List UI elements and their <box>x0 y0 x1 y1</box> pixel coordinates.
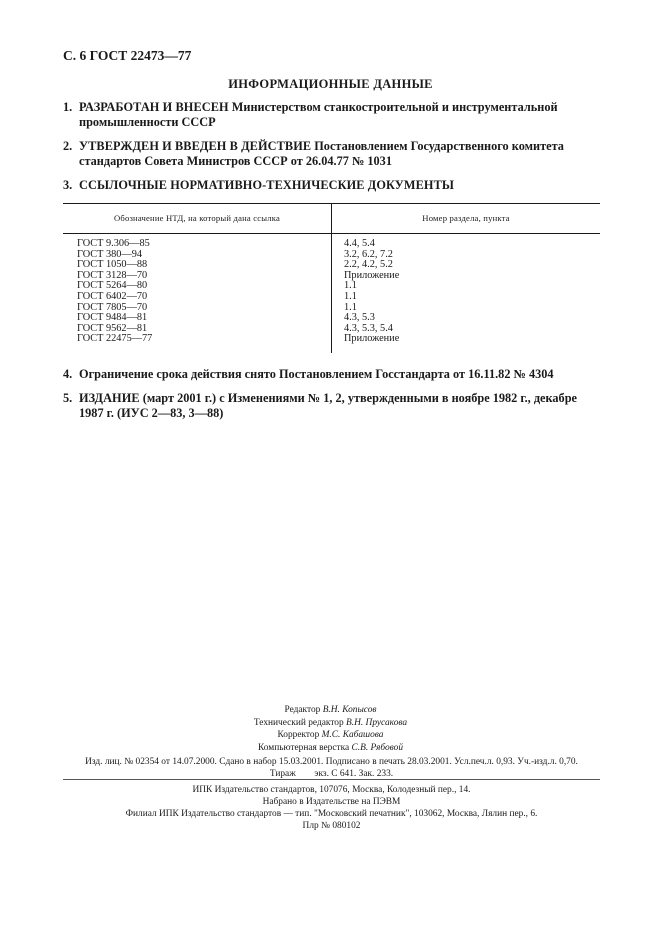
divider-rule <box>63 779 600 780</box>
item-number: 2. <box>63 139 73 153</box>
credit-line: Редактор В.Н. Копысов <box>284 705 377 715</box>
item-lead: РАЗРАБОТАН И ВНЕСЕН <box>79 100 229 114</box>
item-number: 1. <box>63 100 73 114</box>
table-header-doc: Обозначение НТД, на который дана ссылка <box>113 213 281 223</box>
item-lead: ИЗДАНИЕ <box>79 391 140 405</box>
info-item-1 <box>63 100 603 130</box>
table-cell-ref: 2.2, 4.2, 5.2 <box>344 259 393 271</box>
publisher-line: Набрано в Издательстве на ПЭВМ <box>262 797 401 807</box>
info-item-4 <box>63 367 603 382</box>
table-header-section: Номер раздела, пункта <box>422 213 510 223</box>
item-lead: УТВЕРЖДЕН И ВВЕДЕН В ДЕЙСТВИЕ <box>79 139 312 153</box>
table-cell-ref: 1.1 <box>344 280 357 292</box>
credit-line: Технический редактор В.Н. Прусакова <box>253 717 408 728</box>
credit-line: Корректор М.С. Кабашова <box>277 730 384 741</box>
item-number: 3. <box>63 178 73 192</box>
table-cell-ref: 4.3, 5.3, 5.4 <box>344 322 393 334</box>
item-text: (март 2001 г.) с Изменениями № 1, 2, утвержденными в ноябре 1982 г., декабре 1987 г. (ИУС 2—83, 3—88) <box>79 391 577 420</box>
section-title: ИНФОРМАЦИОННЫЕ ДАННЫЕ <box>228 77 433 91</box>
credits-block <box>0 704 661 754</box>
publisher-line: Филиал ИПК Издательство стандартов — тип. "Московский печатник", 103062, Москва, Лялин пер., 6. <box>125 809 538 819</box>
item-number: 5. <box>63 391 73 405</box>
info-item-2 <box>63 139 603 169</box>
item-text: Министерством станкостроительной и инструментальной промышленности СССР <box>79 100 558 129</box>
table-cell-doc: ГОСТ 6402—70 <box>77 290 148 302</box>
table-cell-doc: ГОСТ 3128—70 <box>77 269 148 281</box>
table-cell-doc: ГОСТ 380—94 <box>77 248 143 260</box>
table-cell-doc: ГОСТ 22475—77 <box>77 333 153 345</box>
item-text: Постановлением Государственного комитета стандартов Совета Министров СССР от 26.04.77 № 1031 <box>79 139 564 168</box>
table-cell-ref: 1.1 <box>344 301 357 313</box>
item-text: Ограничение срока действия снято Постановлением Госстандарта от 16.11.82 № 4304 <box>79 367 554 381</box>
imprint-line: Тираж экз. С 641. Зак. 233. <box>269 769 394 779</box>
table-cell-doc: ГОСТ 1050—88 <box>77 259 148 271</box>
table-cell-ref: Приложение <box>344 333 400 345</box>
publisher-line: ИПК Издательство стандартов, 107076, Москва, Колодезный пер., 14. <box>192 785 471 795</box>
table-column-divider <box>331 203 332 353</box>
table-cell-doc: ГОСТ 7805—70 <box>77 301 148 313</box>
table-cell-ref: 1.1 <box>344 290 357 302</box>
imprint-line: Изд. лиц. № 02354 от 14.07.2000. Сдано в набор 15.03.2001. Подписано в печать 28.03.2001. Усл.печ.л. 0,93. Уч.-изд.л. 0,70. <box>85 757 578 767</box>
page-header: С. 6 ГОСТ 22473—77 <box>63 48 192 63</box>
table-cell-doc: ГОСТ 5264—80 <box>77 280 148 292</box>
credit-line: Компьютерная верстка С.В. Рябовой <box>257 742 404 753</box>
info-item-3 <box>63 178 603 193</box>
table-cell-doc: ГОСТ 9.306—85 <box>77 238 150 249</box>
table-ref-column <box>344 239 399 345</box>
item-lead: ССЫЛОЧНЫЕ НОРМАТИВНО-ТЕХНИЧЕСКИЕ ДОКУМЕНТЫ <box>79 178 455 192</box>
info-item-5 <box>63 391 603 421</box>
table-cell-ref: 4.4, 5.4 <box>344 238 375 249</box>
table-doc-column <box>77 239 152 345</box>
table-cell-doc: ГОСТ 9484—81 <box>77 312 148 324</box>
imprint-block <box>63 756 600 780</box>
table-cell-ref: Приложение <box>344 269 400 281</box>
table-cell-ref: 4.3, 5.3 <box>344 312 375 324</box>
item-number: 4. <box>63 367 73 381</box>
publisher-block <box>63 784 600 832</box>
table-cell-ref: 3.2, 6.2, 7.2 <box>344 248 393 260</box>
publisher-line: Плр № 080102 <box>302 821 361 831</box>
table-cell-doc: ГОСТ 9562—81 <box>77 322 148 334</box>
